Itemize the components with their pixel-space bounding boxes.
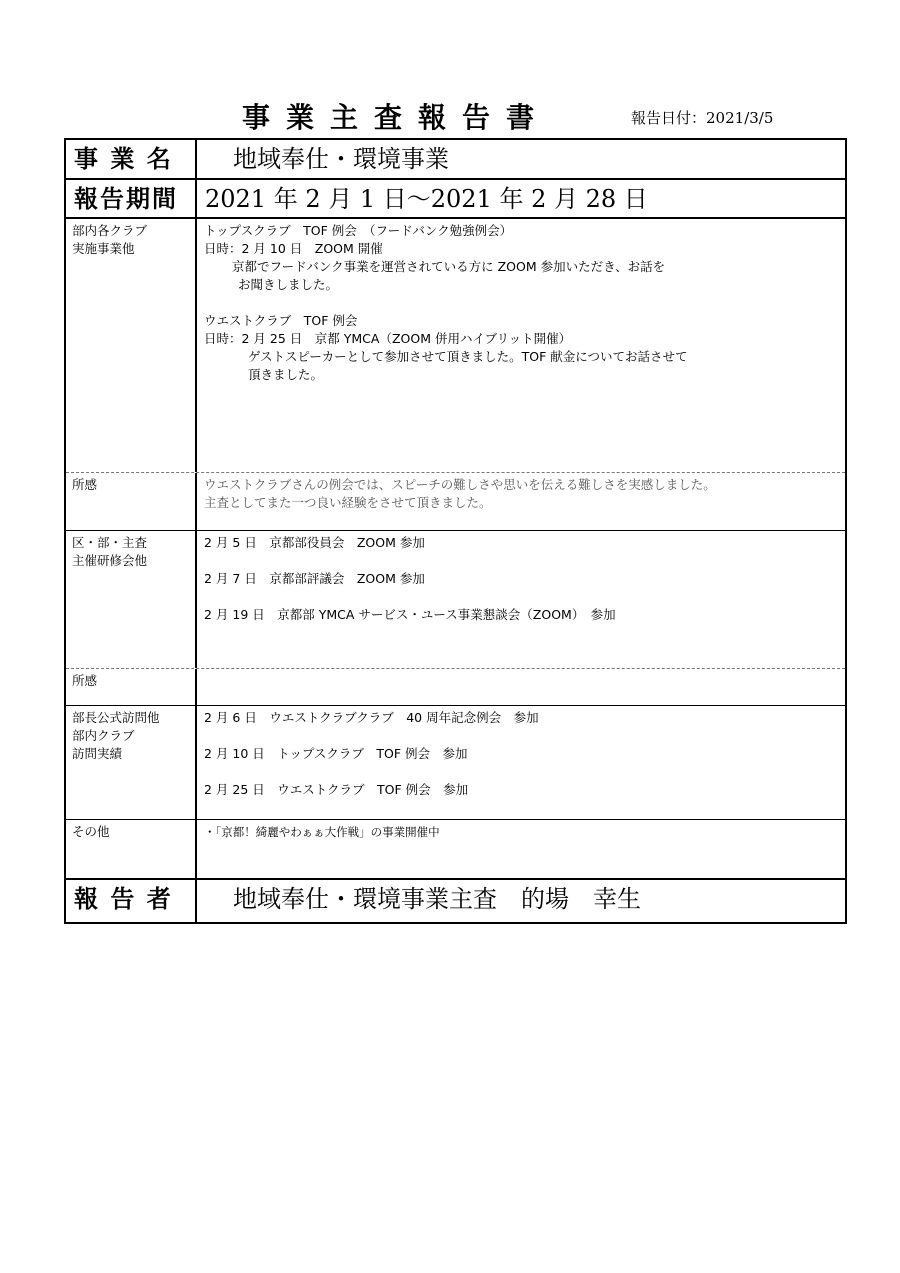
project-row [66, 140, 845, 180]
project-label: 事 業 名 [66, 140, 197, 178]
seminars-content [197, 531, 845, 668]
seminar-line: 2 月 19 日 京都部 YMCA サービス・ユース事業懇談会（ZOOM） 参加 [204, 607, 616, 622]
period-row [66, 180, 845, 219]
other-row [66, 820, 845, 880]
visit-line: 2 月 6 日 ウエストクラブクラブ 40 周年記念例会 参加 [204, 710, 539, 725]
club-activities-label [66, 219, 197, 472]
activity-line: 日時：2 月 25 日 京都 YMCA（ZOOM 併用ハイブリット開催） [204, 331, 572, 346]
visit-line: 2 月 25 日 ウエストクラブ TOF 例会 参加 [204, 782, 469, 797]
other-label: その他 [66, 820, 197, 878]
report-table [64, 138, 847, 924]
impression2-content [197, 669, 845, 705]
impression-line: 主査としてまた一つ良い経験をさせて頂きました。 [204, 495, 492, 510]
report-date-value: 2021/3/5 [706, 109, 774, 127]
visits-content [197, 706, 845, 819]
label-line: 部内各クラブ [72, 223, 148, 238]
label-line: 訪問実績 [72, 746, 123, 761]
visits-row [66, 706, 845, 820]
impression-line: ウエストクラブさんの例会では、スピーチの難しさや思いを伝える難しさを実感しました。 [204, 477, 716, 492]
title-row [64, 96, 847, 136]
impression1-row [66, 473, 845, 531]
visits-label [66, 706, 197, 819]
document-title: 事業主査報告書 [242, 101, 551, 134]
label-line: 部内クラブ [72, 728, 135, 743]
period-value: 2021 年 2 月 1 日～2021 年 2 月 28 日 [205, 185, 648, 213]
club-activities-row [66, 219, 845, 473]
seminar-line: 2 月 5 日 京都部役員会 ZOOM 参加 [204, 535, 425, 550]
activity-line: ゲストスピーカーとして参加させて頂きました。TOF 献金についてお話させて [248, 349, 688, 364]
club-activities-content [197, 219, 845, 472]
seminar-line: 2 月 7 日 京都部評議会 ZOOM 参加 [204, 571, 425, 586]
report-date [631, 107, 773, 128]
activity-line: 日時：2 月 10 日 ZOOM 開催 [204, 241, 383, 256]
impression2-row [66, 669, 845, 706]
reporter-value: 地域奉仕・環境事業主査 的場 幸生 [233, 885, 641, 913]
seminars-label [66, 531, 197, 668]
label-line: 実施事業他 [72, 241, 135, 256]
label-line: 主催研修会他 [72, 553, 148, 568]
impression2-label: 所感 [66, 669, 197, 705]
label-line: 区・部・主査 [72, 535, 148, 550]
impression1-content [197, 473, 845, 530]
reporter-row [66, 880, 845, 922]
activity-line: 京都でフードバンク事業を運営されている方に ZOOM 参加いただき、お話を [232, 259, 666, 274]
activity-line: ウエストクラブ TOF 例会 [204, 313, 358, 328]
report-date-label: 報告日付： [631, 109, 707, 127]
activity-line: 頂きました。 [248, 367, 324, 382]
other-content [197, 820, 845, 878]
label-line: 部長公式訪問他 [72, 710, 160, 725]
seminars-row [66, 531, 845, 669]
visit-line: 2 月 10 日 トップスクラブ TOF 例会 参加 [204, 746, 468, 761]
period-label: 報告期間 [66, 180, 197, 217]
other-line: ・「京都！綺麗やわぁぁ大作戦」の事業開催中 [204, 825, 440, 839]
impression1-label: 所感 [66, 473, 197, 530]
activity-line: トップスクラブ TOF 例会 （フードバンク勉強例会） [204, 223, 513, 238]
activity-line: お聞きしました。 [238, 277, 339, 292]
project-value: 地域奉仕・環境事業 [233, 145, 449, 173]
reporter-label: 報 告 者 [66, 880, 197, 922]
